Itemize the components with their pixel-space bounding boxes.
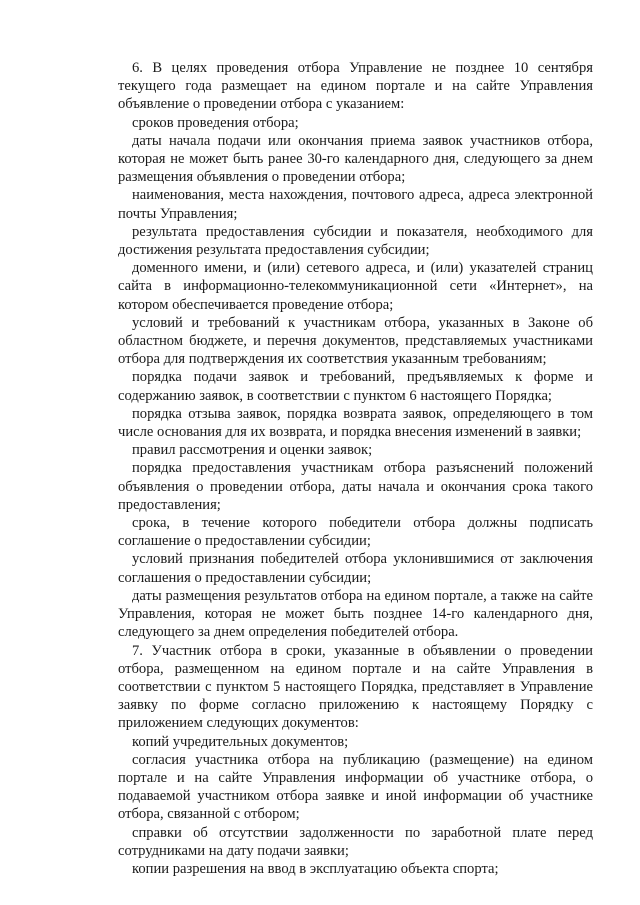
paragraph-clarifications: порядка предоставления участникам отбора разъяснений положений объявления о проведении отбора, даты начала и окончания срока такого предоставления; — [118, 460, 593, 513]
paragraph-founding-documents: копий учредительных документов; — [132, 733, 349, 750]
paragraph-review-rules: правил рассмотрения и оценки заявок; — [132, 442, 373, 459]
paragraph-commissioning-permit: копии разрешения на ввод в эксплуатацию объекта спорта; — [132, 860, 499, 877]
paragraph-item-7-intro: 7. Участник отбора в сроки, указанные в объявлении о проведении отбора, размещенном на едином портале и на сайте Управления в соответствии с пунктом 5 настоящего Порядка, представляет в Управление заявку по форме согласно приложению к настоящему Порядку с приложением следующих документов: — [118, 642, 593, 732]
paragraph-publication-consent: согласия участника отбора на публикацию (размещение) на едином портале и на сайте Управления информации об участнике отбора, о подаваемой участником отбора заявке и иной информации об участнике отбора, связанной с отбором; — [118, 751, 593, 823]
paragraph-withdrawal-procedure: порядка отзыва заявок, порядка возврата заявок, определяющего в том числе основания для их возврата, и порядка внесения изменений в заявки; — [118, 405, 593, 441]
paragraph-subsidy-result: результата предоставления субсидии и показателя, необходимого для достижения результата предоставления субсидии; — [118, 223, 593, 259]
paragraph-results-publication: даты размещения результатов отбора на едином портале, а также на сайте Управления, которая не может быть позднее 14-го календарного дня, следующего за днем определения победителей отбора. — [118, 587, 593, 641]
paragraph-participant-requirements: условий и требований к участникам отбора, указанных в Законе об областном бюджете, и перечня документов, представляемых участниками отбора для подтверждения их соответствия указанным требованиям; — [118, 314, 593, 368]
paragraph-salary-debt-certificate: справки об отсутствии задолженности по заработной плате перед сотрудниками на дату подачи заявки; — [118, 824, 593, 859]
paragraph-submission-procedure: порядка подачи заявок и требований, предъявляемых к форме и содержанию заявок, в соответствии с пунктом 6 настоящего Порядка; — [118, 369, 593, 404]
paragraph-deadlines: сроков проведения отбора; — [132, 114, 299, 131]
paragraph-domain-name: доменного имени, и (или) сетевого адреса, и (или) указателей страниц сайта в информационно-телекоммуникационной сети «Интернет», на котором обеспечивается проведение отбора; — [118, 260, 593, 313]
paragraph-evasion-conditions: условий признания победителей отбора уклонившимися от заключения соглашения о предоставлении субсидии; — [118, 551, 593, 586]
paragraph-item-6-intro: 6. В целях проведения отбора Управление не позднее 10 сентября текущего года размещает на едином портале и на сайте Управления объявление о проведении отбора с указанием: — [118, 60, 593, 113]
paragraph-office-address: наименования, места нахождения, почтового адреса, адреса электронной почты Управления; — [118, 187, 593, 222]
paragraph-application-dates: даты начала подачи или окончания приема заявок участников отбора, которая не может быть ранее 30-го календарного дня, следующего за днем размещения объявления о проведении отбора; — [118, 132, 593, 186]
paragraph-signing-term: срока, в течение которого победители отбора должны подписать соглашение о предоставлении субсидии; — [118, 515, 593, 550]
